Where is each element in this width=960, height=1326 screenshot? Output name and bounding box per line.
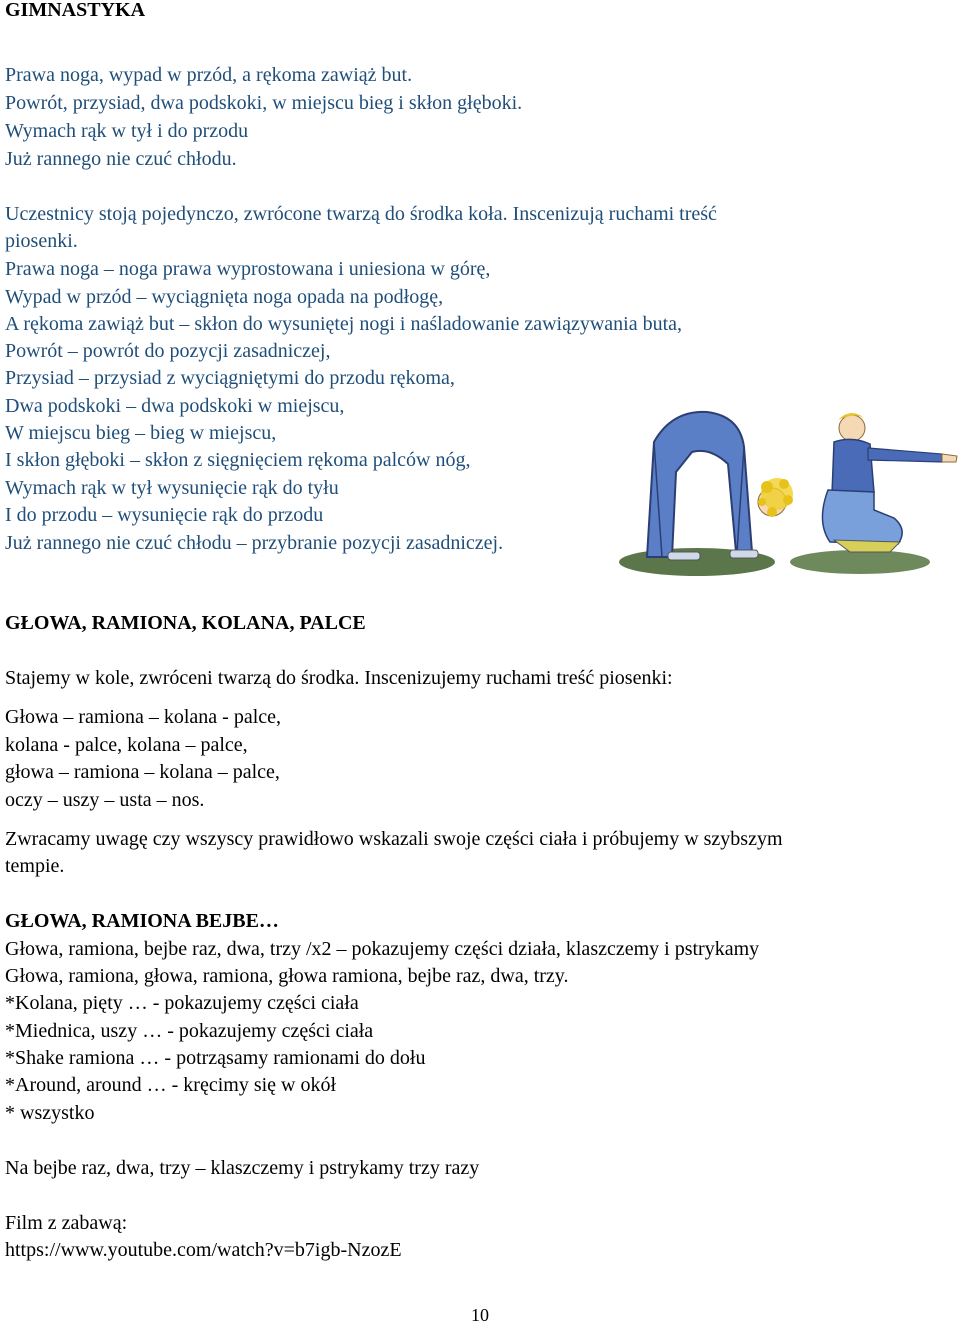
intro-text: piosenki. xyxy=(5,230,78,252)
instruction-line: *Shake ramiona … - potrząsamy ramionami do dołu xyxy=(5,1047,426,1069)
song-line: Już rannego nie czuć chłodu. xyxy=(5,148,237,170)
song-line: Wymach rąk w tył i do przodu xyxy=(5,120,249,142)
note-text: Zwracamy uwagę czy wszyscy prawidłowo wskazali swoje części ciała i próbujemy w szybszym xyxy=(5,828,783,850)
instruction-line: *Around, around … - kręcimy się w okół xyxy=(5,1074,337,1096)
section-title-glowa-ramiona-bejbe: GŁOWA, RAMIONA BEJBE… xyxy=(5,910,279,932)
squatting-figure xyxy=(822,413,957,552)
film-label: Film z zabawą: xyxy=(5,1212,128,1234)
instruction-line: *Miednica, uszy … - pokazujemy części ciała xyxy=(5,1020,374,1042)
instruction-line: Głowa, ramiona, głowa, ramiona, głowa ramiona, bejbe raz, dwa, trzy. xyxy=(5,965,569,987)
move-line: Dwa podskoki – dwa podskoki w miejscu, xyxy=(5,395,345,417)
instruction-line: * wszystko xyxy=(5,1102,95,1124)
intro-text-part: Inscenizujemy ruchami treść piosenki: xyxy=(359,667,673,689)
move-line: A rękoma zawiąż but – skłon do wysuniętej nogi i naśladowanie zawiązywania buta, xyxy=(5,313,683,335)
move-line: Wypad w przód – wyciągnięta noga opada na podłogę, xyxy=(5,286,444,308)
intro-text-part: Stajemy w kole, zwróceni twarzą do środka. xyxy=(5,667,360,689)
move-line: W miejscu bieg – bieg w miejscu, xyxy=(5,422,277,444)
move-line: Powrót – powrót do pozycji zasadniczej, xyxy=(5,340,331,362)
instruction-line: Głowa, ramiona, bejbe raz, dwa, trzy /x2 – pokazujemy części działa, klaszczemy i pstrykamy xyxy=(5,938,760,960)
move-line: Już rannego nie czuć chłodu – przybranie pozycji zasadniczej. xyxy=(5,532,504,554)
section-title-glowa-ramiona-kolana-palce: GŁOWA, RAMIONA, KOLANA, PALCE xyxy=(5,612,366,634)
exercise-illustration xyxy=(612,402,960,584)
intro-text xyxy=(5,666,673,690)
bending-figure xyxy=(647,412,793,560)
move-line: Przysiad – przysiad z wyciągniętymi do przodu rękoma, xyxy=(5,367,455,389)
finale-text: Na bejbe raz, dwa, trzy – klaszczemy i pstrykamy trzy razy xyxy=(5,1157,480,1179)
move-line: Prawa noga – noga prawa wyprostowana i uniesiona w górę, xyxy=(5,258,491,280)
move-line: Wymach rąk w tył wysunięcie rąk do tyłu xyxy=(5,477,339,499)
song-line: Prawa noga, wypad w przód, a rękoma zawiąż but. xyxy=(5,64,413,86)
lyric-line: głowa – ramiona – kolana – palce, xyxy=(5,761,280,783)
page-number: 10 xyxy=(471,1305,489,1325)
song-line: Powrót, przysiad, dwa podskoki, w miejscu bieg i skłon głęboki. xyxy=(5,92,523,114)
intro-text: Uczestnicy stoją pojedynczo, zwrócone twarzą do środka koła. Inscenizują ruchami treść xyxy=(5,203,717,225)
move-line: I do przodu – wysunięcie rąk do przodu xyxy=(5,504,324,526)
move-line: I skłon głęboki – skłon z sięgnięciem rękoma palców nóg, xyxy=(5,449,471,471)
film-link[interactable]: https://www.youtube.com/watch?v=b7igb-NzozE xyxy=(5,1239,402,1261)
lyric-line: oczy – uszy – usta – nos. xyxy=(5,789,205,811)
note-text: tempie. xyxy=(5,855,65,877)
lyric-line: kolana - palce, kolana – palce, xyxy=(5,734,248,756)
lyric-line: Głowa – ramiona – kolana - palce, xyxy=(5,706,282,728)
instruction-line: *Kolana, pięty … - pokazujemy części ciała xyxy=(5,992,359,1014)
section-title-gimnastyka: GIMNASTYKA xyxy=(5,0,146,21)
